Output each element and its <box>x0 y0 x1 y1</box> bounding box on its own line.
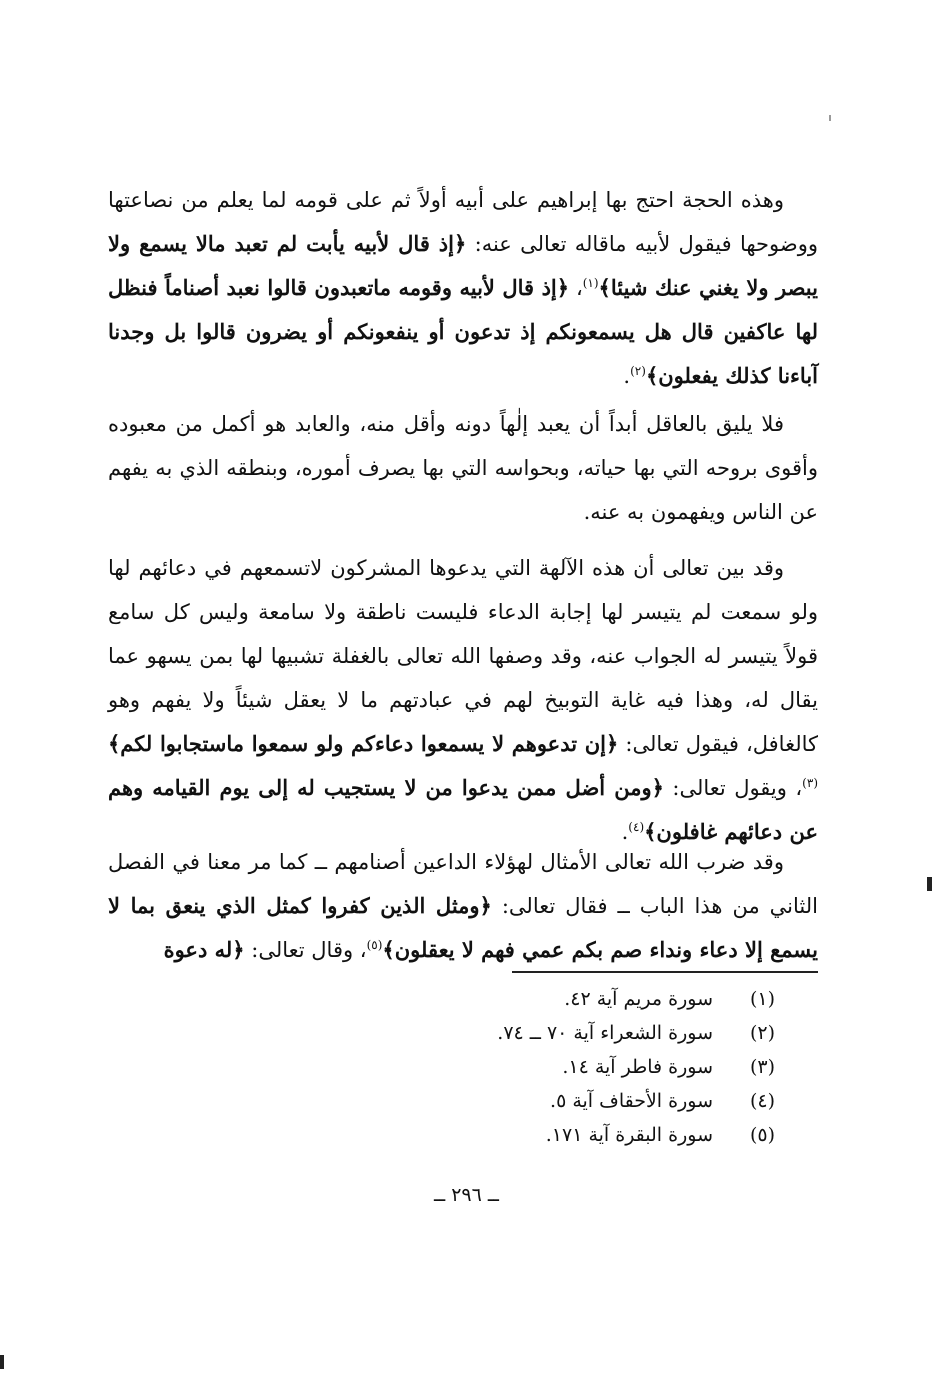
quran-quote: ﴿إن تدعوهم لا يسمعوا دعاءكم ولو سمعوا ماستجابوا لكم﴾ <box>108 731 619 756</box>
quran-quote: ﴿إذ قال لأبيه وقومه ماتعبدون قالوا نعبد أصناماً فنظل لها عاكفين قال هل يسمعونكم إذ تدعون أو ينفعونكم أو يضرون قالوا بل وجدنا آباءنا كذلك يفعلون﴾ <box>108 275 818 388</box>
footnote-text: سورة مريم آية ٤٢. <box>564 988 713 1010</box>
footnote-number: (٤) <box>749 1090 775 1112</box>
footnote-number: (١) <box>749 988 775 1010</box>
footnote-number: (٥) <box>749 1124 775 1146</box>
footnote-text: سورة الشعراء آية ٧٠ ــ ٧٤. <box>497 1022 713 1044</box>
paragraph-3-text <box>108 546 818 854</box>
quran-quote: ﴿ومن أضل ممن يدعوا من لا يستجيب له إلى يوم القيامه وهم عن دعائهم غافلون﴾ <box>108 775 818 844</box>
footnote-ref: (٣) <box>802 776 818 790</box>
footnote-item <box>497 982 775 1016</box>
paragraph-2-text: فلا يليق بالعاقل أبداً أن يعبد إلٰهاً دونه وأقل منه، والعابد هو أكمل من معبوده وأقوى بروحه التي بها حياته، وبحواسه التي بها يصرف أموره، وبنطقه الذي به يفهم عن الناس ويفهمون به عنه. <box>108 412 818 524</box>
footnote-item <box>497 1118 775 1152</box>
footnote-ref: (٢) <box>630 364 646 378</box>
quran-quote: ﴿له دعوة <box>163 937 245 962</box>
scan-speck-mark <box>829 115 831 121</box>
paragraph-3-segment: وقد بين تعالى أن هذه الآلهة التي يدعوها المشركون لاتسمعهم في دعائهم لها ولو سمعت لم يتيسر لها إجابة الدعاء فليست ناطقة ولا سامعة وليس كل سامع قولاً يتيسر له الجواب عنه، وقد وصفها الله تعالى بالغفلة تشبيها لها بمن يسهو عما يقال له، وهذا فيه غاية التوبيخ لهم في عبادتهم ما لا يعقل شيئاً ولا يفهم وهو كالغافل، فيقول تعالى: <box>108 556 819 756</box>
paragraph-1-text <box>108 178 818 398</box>
page-number: ــ ٢٩٦ ــ <box>434 1184 499 1206</box>
paragraph-4 <box>108 840 818 972</box>
footnote-text: سورة البقرة آية ١٧١. <box>545 1124 713 1146</box>
paragraph-3-segment: . <box>621 820 629 844</box>
paragraph-4-segment: وقد ضرب الله تعالى الأمثال لهؤلاء الداعين أصنامهم ــ كما مر معنا في الفصل الثاني من هذا الباب ــ فقال تعالى: <box>108 850 818 918</box>
footnote-item <box>497 1084 775 1118</box>
footnotes <box>497 982 775 1152</box>
footnote-number: (٢) <box>749 1022 775 1044</box>
paragraph-1-segment: ، <box>569 276 583 300</box>
paragraph-1-segment: . <box>623 364 631 388</box>
paragraph-4-segment: ، وقال تعالى: <box>244 938 367 962</box>
footnote-text: سورة فاطر آية ١٤. <box>562 1056 713 1078</box>
paragraph-3 <box>108 546 818 854</box>
quran-quote: ﴿إذ قال لأبيه يأبت لم تعبد مالا يسمع ولا يبصر ولا يغني عنك شيئا﴾ <box>108 231 818 300</box>
paragraph-1-segment: وهذه الحجة احتج بها إبراهيم على أبيه أولاً ثم على قومه لما يعلم من نصاعتها ووضوحها فيقول لأبيه ماقاله تعالى عنه: <box>108 188 818 256</box>
footnote-number: (٣) <box>749 1056 775 1078</box>
footnote-item <box>497 1016 775 1050</box>
footnote-ref: (١) <box>582 276 599 290</box>
footnote-ref: (٥) <box>366 938 383 952</box>
scan-edge-mark <box>0 1355 4 1369</box>
footnote-text: سورة الأحقاف آية ٥. <box>550 1090 713 1112</box>
paragraph-3-segment: ، ويقول تعالى: <box>663 776 803 800</box>
paragraph-1 <box>108 178 818 398</box>
footnote-item <box>497 1050 775 1084</box>
quran-quote: ﴿ومثل الذين كفروا كمثل الذي ينعق بما لا يسمع إلا دعاء ونداء صم بكم عمي فهم لا يعقلون﴾ <box>108 893 818 962</box>
scan-edge-mark <box>927 877 932 891</box>
footnote-separator <box>512 971 818 973</box>
paragraph-4-text <box>108 840 818 972</box>
paragraph-2 <box>108 402 818 534</box>
footnote-ref: (٤) <box>628 820 645 834</box>
